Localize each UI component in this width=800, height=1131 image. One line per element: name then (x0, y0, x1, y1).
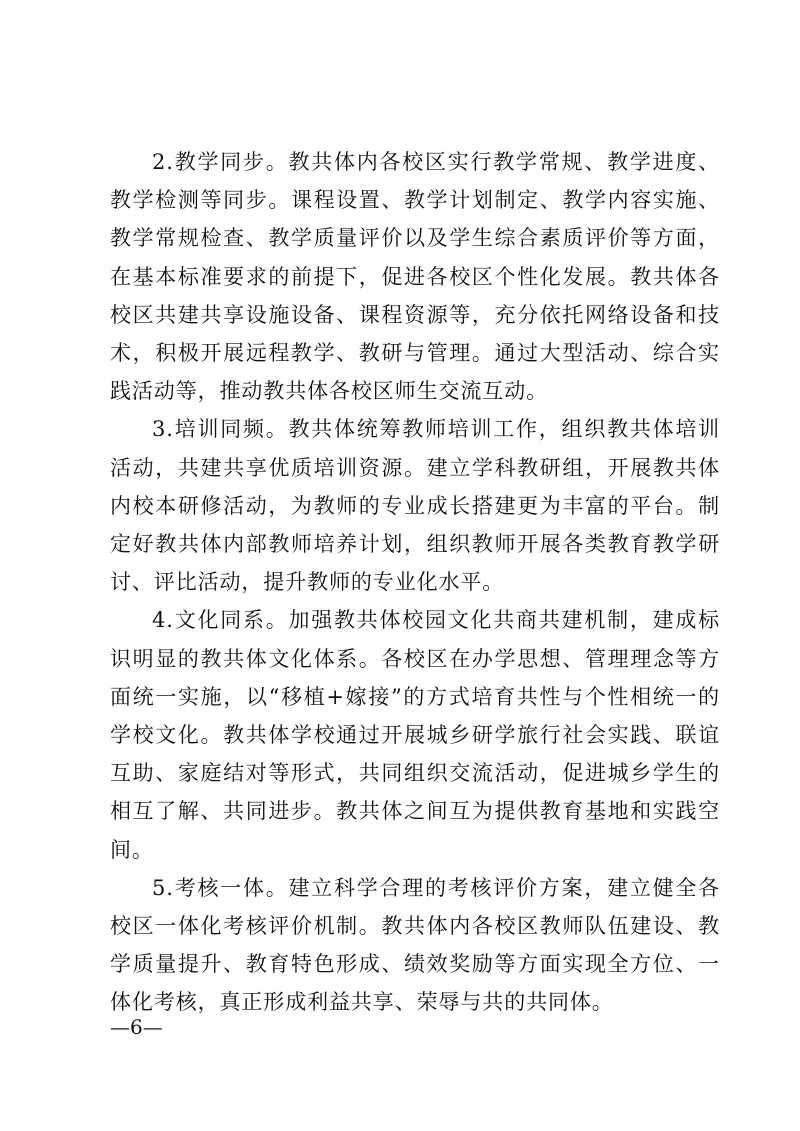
paragraph-training-sync: 3.培训同频。教共体统筹教师培训工作，组织教共体培训活动，共建共享优质培训资源。建立学科教研组，开展教共体内校本研修活动，为教师的专业成长搭建更为丰富的平台。制定好教共体内部教师培养计划，组织教师开展各类教育教学研讨、评比活动，提升教师的专业化水平。 (110, 417, 720, 595)
page-number: —6— (110, 1015, 163, 1039)
paragraph-assessment-unified: 5.考核一体。建立科学合理的考核评价方案，建立健全各校区一体化考核评价机制。教共体内各校区教师队伍建设、教学质量提升、教育特色形成、绩效奖励等方面实现全方位、一体化考核，真正形成利益共享、荣辱与共的共同体。 (110, 875, 720, 1015)
document-body (110, 143, 720, 1022)
paragraph-culture-sync: 4.文化同系。加强教共体校园文化共商共建机制，建成标识明显的教共体文化体系。各校区在办学思想、管理理念等方面统一实施，以“移植+嫁接”的方式培育共性与个性相统一的学校文化。教共体学校通过开展城乡研学旅行社会实践、联谊互助、家庭结对等形式，共同组织交流活动，促进城乡学生的相互了解、共同进步。教共体之间互为提供教育基地和实践空间。 (110, 608, 720, 862)
paragraph-teaching-sync: 2.教学同步。教共体内各校区实行教学常规、教学进度、教学检测等同步。课程设置、教学计划制定、教学内容实施、教学常规检查、教学质量评价以及学生综合素质评价等方面，在基本标准要求的前提下，促进各校区个性化发展。教共体各校区共建共享设施设备、课程资源等，充分依托网络设备和技术，积极开展远程教学、教研与管理。通过大型活动、综合实践活动等，推动教共体各校区师生交流互动。 (110, 150, 720, 404)
